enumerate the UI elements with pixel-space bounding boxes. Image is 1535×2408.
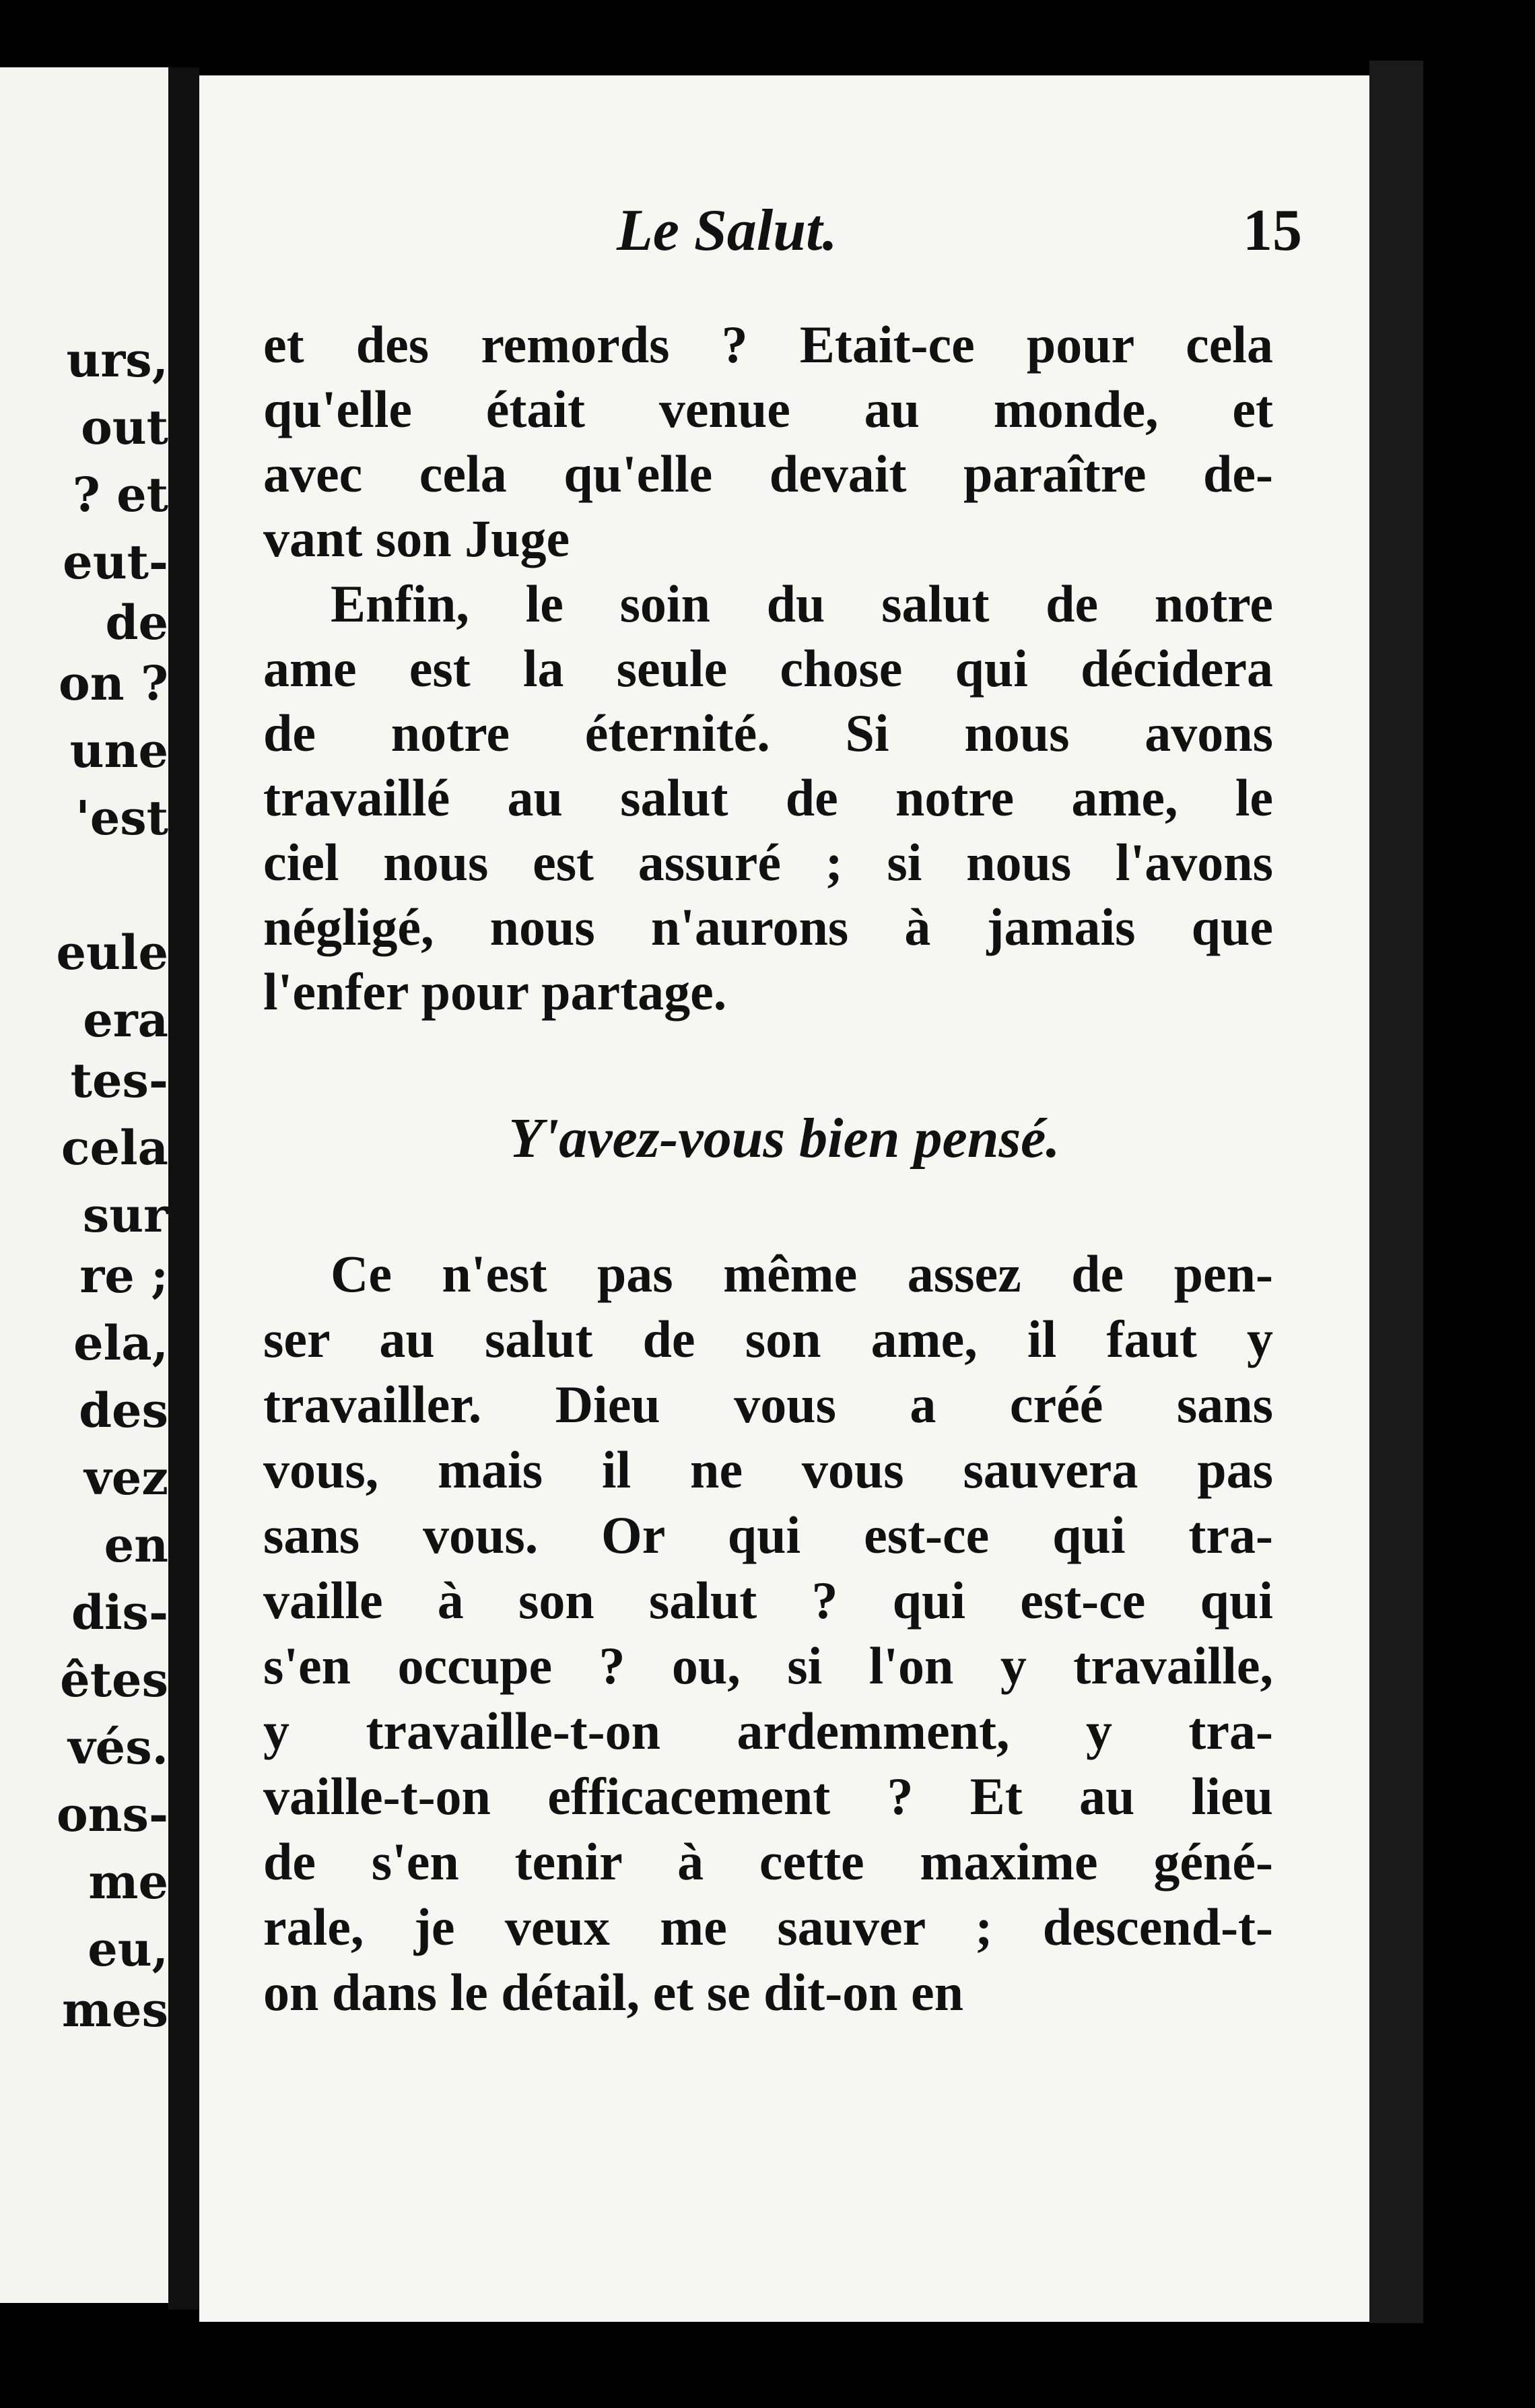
running-title: Le Salut. — [617, 198, 838, 263]
text-line: ciel nous est assuré ; si nous l'avons — [263, 833, 1273, 892]
text-line: travaillé au salut de notre ame, le — [263, 768, 1273, 827]
left-page-line: eu, — [88, 1921, 168, 1977]
left-page-line: re ; — [79, 1248, 168, 1304]
text-line: Enfin, le soin du salut de notre — [331, 574, 1273, 633]
left-page-line: ? et — [72, 467, 168, 523]
left-page-line: 'est — [75, 790, 168, 846]
text-line: négligé, nous n'aurons à jamais que — [263, 898, 1273, 956]
text-line: ame est la seule chose qui décidera — [263, 639, 1273, 698]
left-page-line: ons- — [56, 1786, 168, 1842]
text-line: qu'elle était venue au monde, et — [263, 380, 1273, 438]
left-page-line: me — [88, 1854, 168, 1910]
text-line: et des remords ? Etait-ce pour cela — [263, 315, 1273, 374]
text-line: on dans le détail, et se dit-on en — [263, 1963, 964, 2021]
left-page-line: on ? — [59, 655, 168, 711]
left-page-line: eut- — [63, 534, 168, 590]
left-page-line: vés. — [68, 1719, 168, 1775]
left-page-line: out — [81, 399, 168, 455]
text-line: sans vous. Or qui est-ce qui tra- — [263, 1506, 1273, 1564]
left-page-line: eule — [56, 925, 168, 980]
text-line: l'enfer pour partage. — [263, 962, 727, 1021]
left-page-line: era — [83, 992, 168, 1048]
text-line: vous, mais il ne vous sauvera pas — [263, 1440, 1273, 1499]
left-page-line: urs, — [66, 332, 168, 388]
left-page-line: de — [105, 595, 168, 650]
left-page-line: vez — [84, 1450, 168, 1506]
left-page-line: une — [69, 723, 168, 778]
text-line: ser au salut de son ame, il faut y — [263, 1310, 1273, 1368]
left-page-line: tes- — [70, 1052, 168, 1108]
left-page-line: des — [79, 1382, 168, 1438]
left-page-fragment — [0, 67, 168, 2303]
left-page-line: ela, — [73, 1315, 168, 1371]
text-line: rale, je veux me sauver ; descend-t- — [263, 1898, 1273, 1956]
text-line: vant son Juge — [263, 509, 570, 568]
text-line: s'en occupe ? ou, si l'on y travaille, — [263, 1636, 1273, 1695]
text-line: vaille-t-on efficacement ? Et au lieu — [263, 1767, 1273, 1826]
page-number: 15 — [1243, 198, 1302, 263]
text-line: de s'en tenir à cette maxime géné- — [263, 1832, 1273, 1891]
book-gutter — [168, 67, 199, 2310]
right-page — [199, 75, 1369, 2322]
text-line: travailler. Dieu vous a créé sans — [263, 1375, 1273, 1434]
left-page-line: dis- — [71, 1584, 168, 1640]
text-line: y travaille-t-on ardemment, y tra- — [263, 1702, 1273, 1760]
left-page-line: sur — [82, 1187, 168, 1243]
section-heading: Y'avez-vous bien pensé. — [508, 1107, 1060, 1170]
left-page-line: êtes — [60, 1652, 168, 1708]
left-page-line: cela — [61, 1120, 168, 1176]
text-line: vaille à son salut ? qui est-ce qui — [263, 1571, 1273, 1630]
left-page-line: en — [104, 1517, 168, 1573]
text-line: avec cela qu'elle devait paraître de- — [263, 444, 1273, 503]
left-page-line: mes — [61, 1982, 168, 2038]
text-line: Ce n'est pas même assez de pen- — [331, 1244, 1273, 1303]
text-line: de notre éternité. Si nous avons — [263, 704, 1273, 762]
page-edge — [1369, 61, 1423, 2323]
